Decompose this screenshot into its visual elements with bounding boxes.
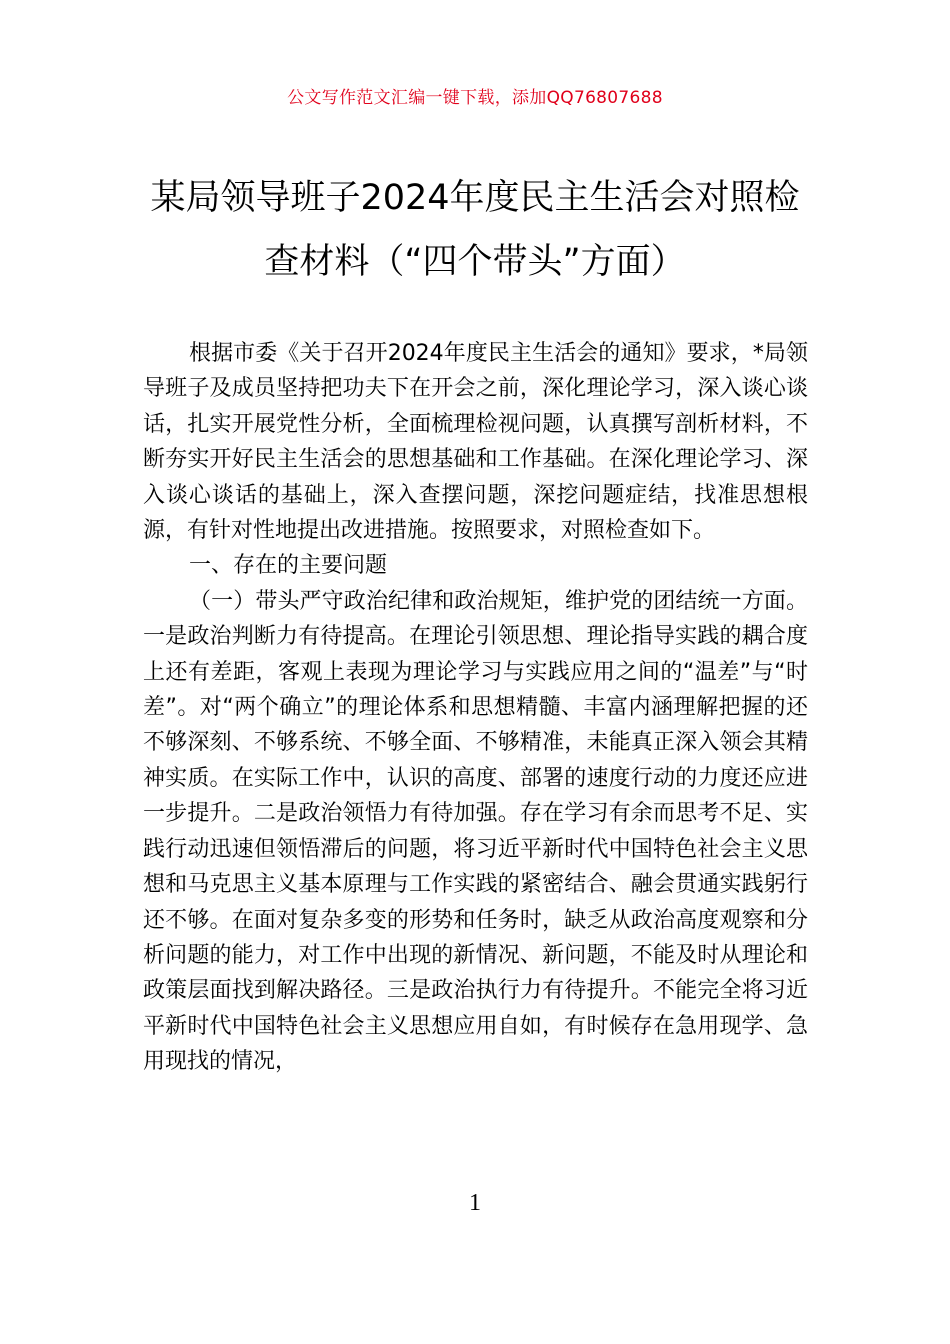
body-paragraph: （一）带头严守政治纪律和政治规矩，维护党的团结统一方面。一是政治判断力有待提高。在理论引领思想、理论指导实践的耦合度上还有差距，客观上表现为理论学习与实践应用之间的“温差”与“时差”。对“两个确立”的理论体系和思想精髓、丰富内涵理解把握的还不够深刻、不够系统、不够全面、不够精准，未能真正深入领会其精神实质。在实际工作中，认识的高度、部署的速度行动的力度还应进一步提升。二是政治领悟力有待加强。存在学习有余而思考不足、实践行动迅速但领悟滞后的问题，将习近平新时代中国特色社会主义思想和马克思主义基本原理与工作实践的紧密结合、融会贯通实践躬行还不够。在面对复杂多变的形势和任务时，缺乏从政治高度观察和分析问题的能力，对工作中出现的新情况、新问题，不能及时从理论和政策层面找到解决路径。三是政治执行力有待提升。不能完全将习近平新时代中国特色社会主义思想应用自如，有时候存在急用现学、急用现找的情况， — [143, 588, 808, 1075]
title-line-1: 某局领导班子2024年度民主生活会对照检 — [150, 178, 800, 218]
intro-paragraph: 根据市委《关于召开2024年度民主生活会的通知》要求，*局领导班子及成员坚持把功夫下在开会之前，深化理论学习，深入谈心谈话，扎实开展党性分析，全面梳理检视问题，认真撰写剖析材料，不断夯实开好民主生活会的思想基础和工作基础。在深化理论学习、深入谈心谈话的基础上，深入查摆问题，深挖问题症结，找准思想根源，有针对性地提出改进措施。按照要求，对照检查如下。 — [143, 341, 808, 544]
section-heading: 一、存在的主要问题 — [189, 553, 388, 579]
document-body — [143, 336, 808, 1080]
document-title — [140, 166, 810, 294]
page-number: 1 — [469, 1190, 481, 1216]
download-banner: 公文写作范文汇编一键下载，添加QQ76807688 — [287, 88, 663, 108]
title-line-2: 查材料（“四个带头”方面） — [264, 242, 686, 282]
